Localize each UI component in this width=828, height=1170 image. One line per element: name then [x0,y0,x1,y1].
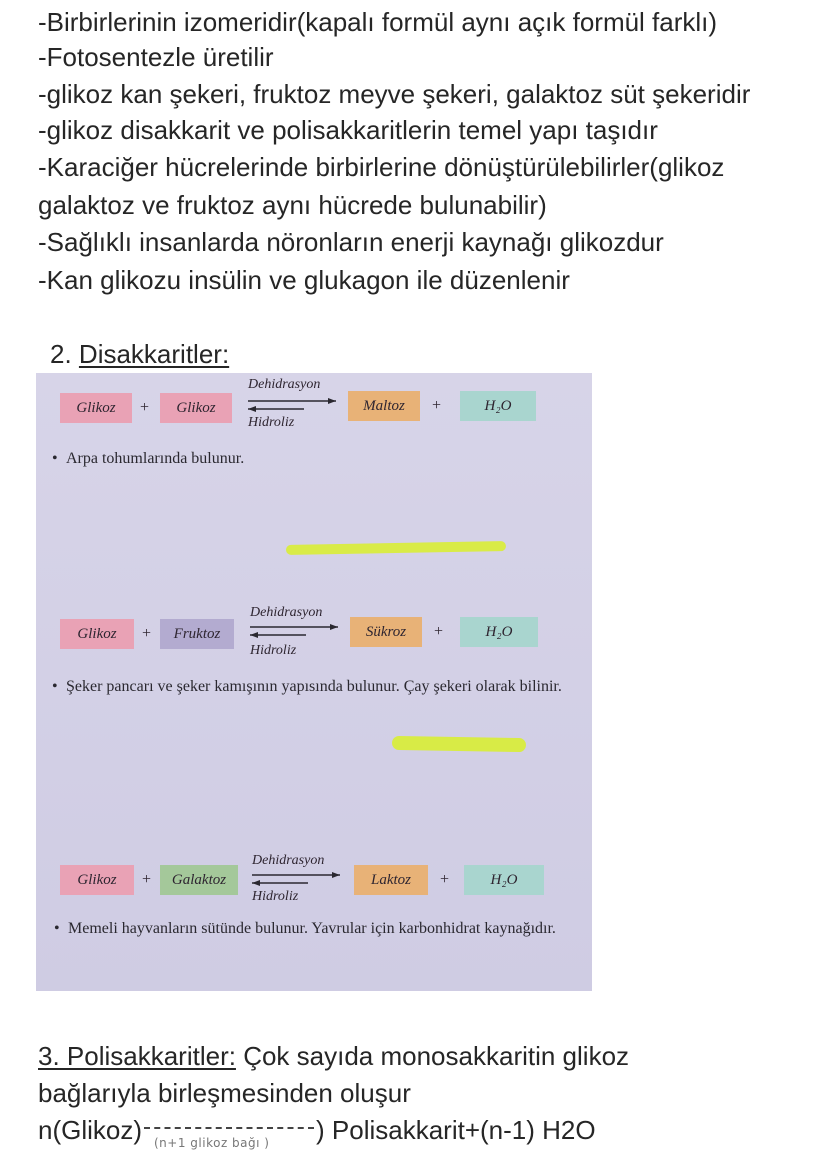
reaction3-hidroliz-label: Hidroliz [252,889,299,904]
section2-title: Disakkaritler: [78,339,230,369]
textbook-photo [36,373,592,991]
reaction2-glikoz-box: Glikoz [60,619,134,649]
reaction3-plus-1: + [142,871,152,888]
highlighter-mark-1 [286,541,506,555]
reaction3-laktoz-box: Laktoz [354,865,428,895]
intro-line-7: -Sağlıklı insanlarda nöronların enerji kaynağı glikozdur [38,227,664,257]
reaction1-dehidrasyon-label: Dehidrasyon [248,377,321,392]
intro-line-1: -Birbirlerinin izomeridir(kapalı formül aynı açık formül farklı) [38,7,718,37]
section2-heading [50,336,229,372]
section3-title: 3. Polisakkaritler: [38,1041,236,1071]
section3-line1-rest: Çok sayıda monosakkaritin glikoz [235,1041,630,1071]
intro-line-5: -Karaciğer hücrelerinde birbirlerine dönüştürülebilirler(glikoz [38,152,725,182]
section3-line-1 [38,1038,629,1074]
reaction3-dehidrasyon-label: Dehidrasyon [252,853,325,868]
reaction3-water-box: H₂O [464,865,544,895]
reaction2-fruktoz-box: Fruktoz [160,619,234,649]
intro-line-8: -Kan glikozu insülin ve glukagon ile düzenlenir [38,265,570,295]
bullet-dot-icon: • [54,920,60,937]
reaction1-maltoz-box: Maltoz [348,391,420,421]
reaction3-note: • Memeli hayvanların sütünde bulunur. Yavrular için karbonhidrat kaynağıdır. [54,920,556,937]
section3-equation [38,1112,596,1148]
intro-line-6: galaktoz ve fruktoz aynı hücrede bulunabilir) [38,190,547,220]
intro-line-4: -glikoz disakkarit ve polisakkaritlerin temel yapı taşıdır [38,115,658,145]
reaction2-sukroz-box: Sükroz [350,617,422,647]
section2-number: 2. [50,339,79,369]
reaction2-plus-1: + [142,625,152,642]
handwritten-note: (n+1 glikoz bağı ) [154,1136,270,1150]
reaction2-arrow-icon [246,623,342,639]
reaction3-arrow-icon [248,871,344,887]
reaction1-plus-2: + [432,397,442,414]
reaction1-plus-1: + [140,399,150,416]
bullet-dot-icon: • [52,450,58,467]
bullet-dot-icon: • [52,678,58,695]
reaction1-glikoz2-box: Glikoz [160,393,232,423]
equation-left: n(Glikoz) [38,1115,143,1145]
reaction2-hidroliz-label: Hidroliz [250,643,297,658]
reaction2-plus-2: + [434,623,444,640]
reaction1-hidroliz-label: Hidroliz [248,415,295,430]
reaction3-glikoz-box: Glikoz [60,865,134,895]
equation-dashed-arrow [144,1127,314,1129]
section3-line-2: bağlarıyla birleşmesinden oluşur [38,1078,411,1108]
reaction3-plus-2: + [440,871,450,888]
highlighter-mark-2 [392,736,526,752]
reaction1-note: • Arpa tohumlarında bulunur. [52,450,245,467]
reaction1-arrow-icon [244,397,340,413]
reaction1-glikoz-box: Glikoz [60,393,132,423]
reaction3-galaktoz-box: Galaktoz [160,865,238,895]
intro-line-3: -glikoz kan şekeri, fruktoz meyve şekeri, galaktoz süt şekeridir [38,79,751,109]
reaction1-water-box: H₂O [460,391,536,421]
reaction2-water-box: H₂O [460,617,538,647]
equation-right: ) Polisakkarit+(n-1) H2O [316,1115,596,1145]
reaction2-note: • Şeker pancarı ve şeker kamışının yapısında bulunur. Çay şekeri olarak bilinir. [52,678,562,695]
reaction2-dehidrasyon-label: Dehidrasyon [250,605,323,620]
intro-line-2: -Fotosentezle üretilir [38,42,274,72]
